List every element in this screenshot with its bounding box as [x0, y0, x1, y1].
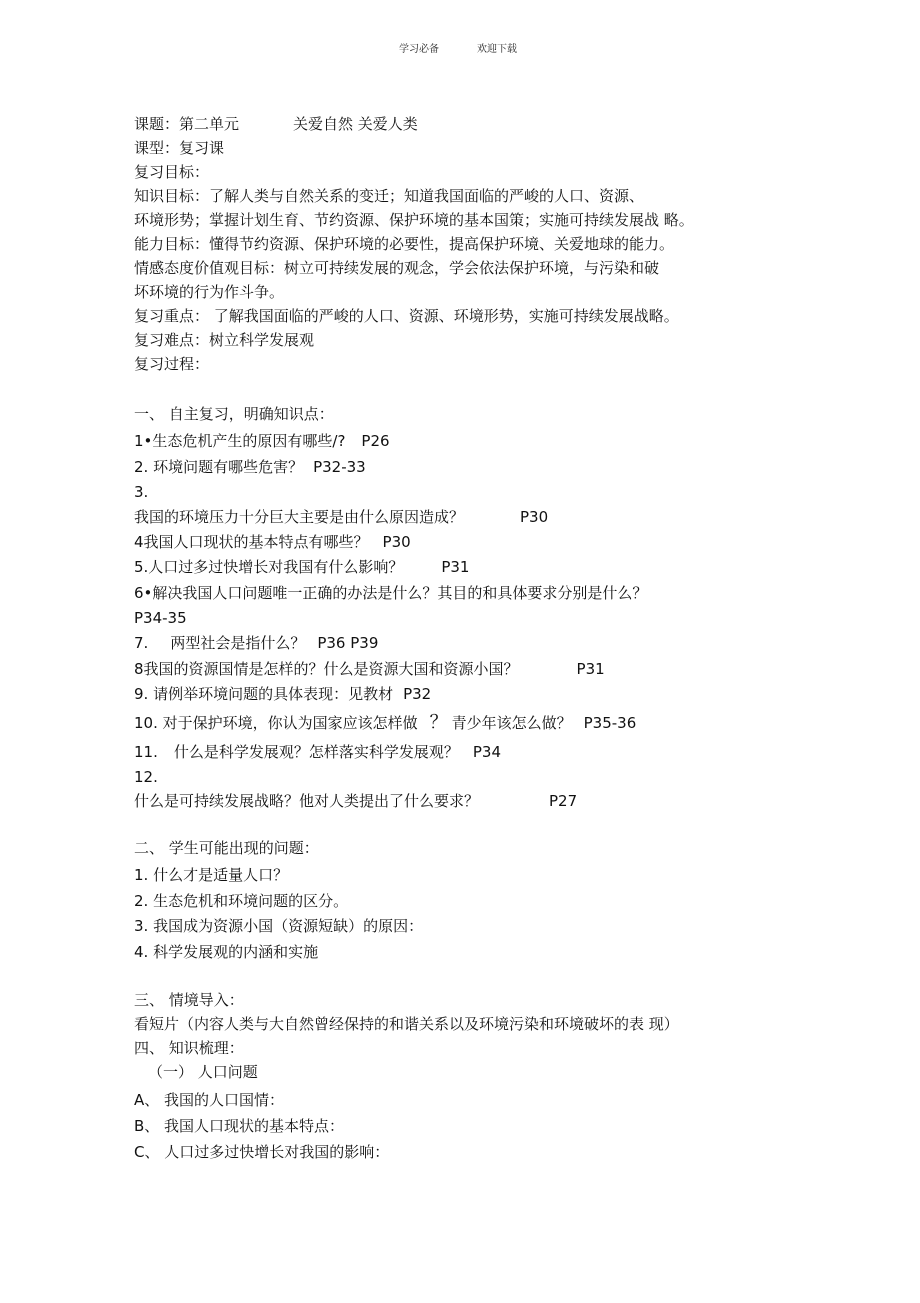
outline-item: A、 我国的人口国情：	[134, 1091, 285, 1109]
outline-item: C、 人口过多过快增长对我国的影响：	[134, 1143, 390, 1161]
section-4-subheading: （一） 人口问题	[148, 1063, 258, 1081]
question-1: 1•生态危机产生的原因有哪些/? P26	[134, 432, 390, 450]
section-4-heading: 四、 知识梳理：	[134, 1039, 244, 1057]
page-ref: P30	[520, 508, 549, 526]
page-ref: P36 P39	[317, 634, 379, 652]
section-2-heading: 二、 学生可能出现的问题：	[134, 839, 319, 857]
problem-item: 1. 什么才是适量人口？	[134, 866, 289, 884]
problem-item: 3. 我国成为资源小国（资源短缺）的原因：	[134, 917, 424, 935]
attitude-goal-line-1: 情感态度价值观目标：树立可持续发展的观念，学会依法保护环境，与污染和破	[134, 259, 660, 277]
page-ref: P35-36	[583, 714, 637, 732]
question-6: 6•解决我国人口问题唯一正确的办法是什么？其目的和具体要求分别是什么？	[134, 584, 648, 602]
section-3-text: 看短片（内容人类与大自然曾经保持的和谐关系以及环境污染和环境破坏的表 现）	[134, 1015, 679, 1033]
question-6-ref: P34-35	[134, 609, 187, 627]
lesson-type: 课型：复习课	[134, 139, 225, 157]
page-ref: P27	[549, 792, 578, 810]
question-8: 8我国的资源国情是怎样的？什么是资源大国和资源小国？ P31	[134, 660, 605, 678]
page-ref: P30	[382, 533, 411, 551]
question-4: 4我国人口现状的基本特点有哪些？ P30	[134, 533, 411, 551]
knowledge-goal-line-1: 知识目标：了解人类与自然关系的变迁；知道我国面临的严峻的人口、资源、	[134, 187, 645, 205]
ability-goal: 能力目标：懂得节约资源、保护环境的必要性，提高保护环境、关爱地球的能力。	[134, 235, 675, 253]
header-right: 欢迎下载	[477, 44, 517, 55]
lesson-title	[134, 114, 418, 134]
title-subject: 关爱自然 关爱人类	[293, 115, 418, 133]
review-difficulty: 复习难点：树立科学发展观	[134, 331, 315, 349]
review-process-heading: 复习过程：	[134, 355, 210, 373]
page-ref: P31	[576, 660, 605, 678]
header-left: 学习必备	[399, 44, 439, 55]
question-3-number: 3.	[134, 483, 149, 501]
page-ref: P34	[472, 743, 502, 761]
question-7: 7. 两型社会是指什么？ P36 P39	[134, 634, 379, 652]
question-12: 什么是可持续发展战略？他对人类提出了什么要求？ P27	[134, 792, 578, 810]
section-3-heading: 三、 情境导入：	[134, 991, 244, 1009]
section-1-heading: 一、 自主复习，明确知识点：	[134, 405, 334, 423]
page-ref: P26	[361, 432, 390, 450]
question-2: 2. 环境问题有哪些危害？ P32-33	[134, 458, 366, 476]
question-3: 我国的环境压力十分巨大主要是由什么原因造成？ P30	[134, 508, 549, 526]
question-12-number: 12.	[134, 768, 158, 786]
question-9: 9. 请例举环境问题的具体表现：见教材 P32	[134, 685, 432, 703]
review-focus: 复习重点： 了解我国面临的严峻的人口、资源、环境形势，实施可持续发展战略。	[134, 307, 679, 325]
title-label: 课题：第二单元	[134, 115, 240, 133]
problem-item: 4. 科学发展观的内涵和实施	[134, 943, 319, 961]
question-11: 11. 什么是科学发展观？怎样落实科学发展观？ P34	[134, 743, 502, 761]
review-goals-heading: 复习目标：	[134, 163, 210, 181]
page-ref: P32-33	[313, 458, 366, 476]
question-5: 5.人口过多过快增长对我国有什么影响？ P31	[134, 558, 470, 576]
attitude-goal-line-2: 坏环境的行为作斗争。	[134, 283, 285, 301]
knowledge-goal-line-2: 环境形势；掌握计划生育、节约资源、保护环境的基本国策；实施可持续发展战 略。	[134, 211, 694, 229]
question-10: 10. 对于保护环境，你认为国家应该怎样做 ？ 青少年该怎么做？ P35-36	[134, 712, 637, 733]
page-ref: P31	[441, 558, 470, 576]
page-ref: P32	[403, 685, 432, 703]
problem-item: 2. 生态危机和环境问题的区分。	[134, 892, 349, 910]
outline-item: B、 我国人口现状的基本特点：	[134, 1117, 345, 1135]
